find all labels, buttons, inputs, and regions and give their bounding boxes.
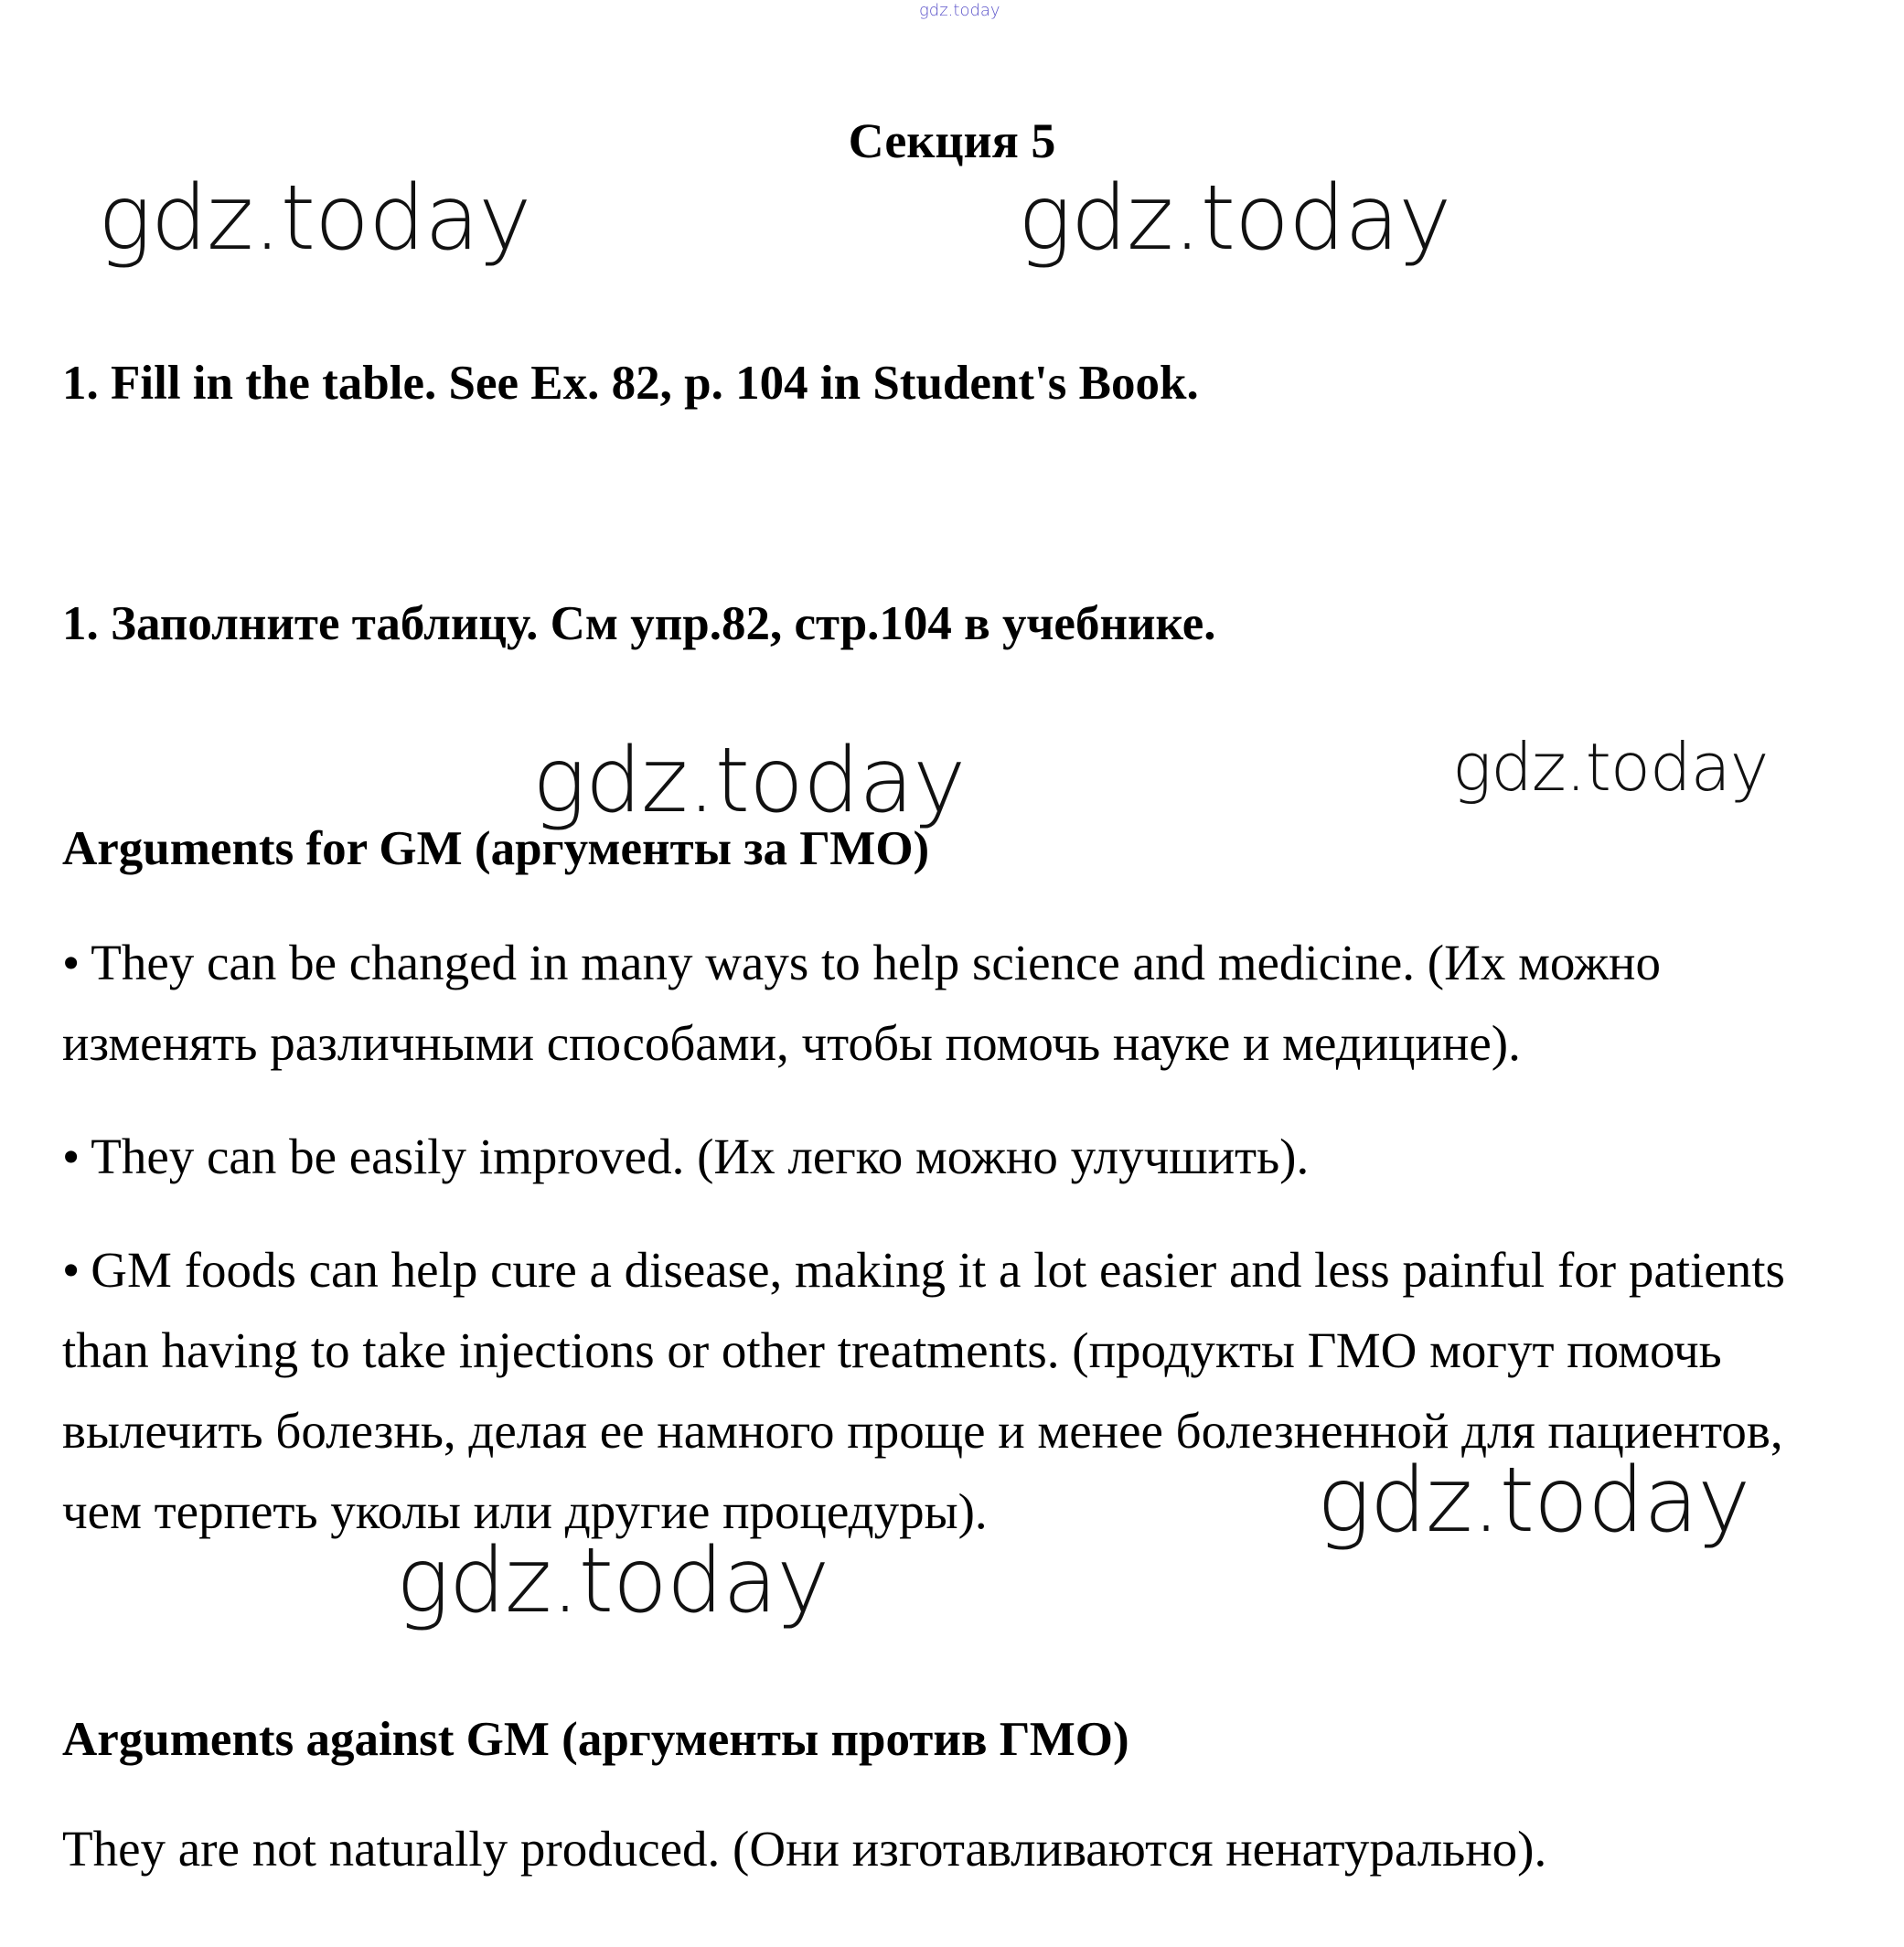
watermark-top: gdz.today — [919, 1, 1000, 20]
argument-text: GM foods can help cure a disease, making it a lot easier and less painful for patients than having to take injections or other treatments. (продукты ГМО могут помочь вылечить болезнь, делая ее намного проще и менее болезненной для пациентов, чем терпеть уколы или другие процедуры). — [62, 1242, 1785, 1539]
argument-text: They can be changed in many ways to help science and medicine. (Их можно изменять различными способами, чтобы помочь науке и медицине). — [62, 935, 1661, 1071]
watermark: gdz.today — [1452, 729, 1769, 806]
arguments-against-heading: Arguments against GM (аргументы против ГМО) — [62, 1713, 1129, 1766]
watermark: gdz.today — [1317, 1449, 1750, 1553]
argument-against-item — [62, 1809, 1855, 1889]
task-russian: 1. Заполните таблицу. См упр.82, стр.104 в учебнике. — [62, 597, 1216, 650]
watermark: gdz.today — [1018, 166, 1451, 271]
bullet: • — [62, 1129, 80, 1184]
watermark: gdz.today — [532, 729, 966, 833]
task-english: 1. Fill in the table. See Ex. 82, p. 104 in Student's Book. — [62, 357, 1199, 410]
bullet: • — [62, 935, 80, 990]
watermark: gdz.today — [98, 166, 531, 271]
argument-for-item — [62, 1230, 1855, 1552]
bullet: • — [62, 1242, 80, 1298]
section-title: Секция 5 — [848, 113, 1056, 168]
arguments-for-heading: Arguments for GM (аргументы за ГМО) — [62, 822, 930, 875]
argument-for-item — [62, 1117, 1855, 1197]
argument-text: They are not naturally produced. (Они изготавливаются ненатурально). — [62, 1821, 1547, 1877]
watermark: gdz.today — [396, 1529, 829, 1633]
argument-text: They can be easily improved. (Их легко можно улучшить). — [91, 1129, 1310, 1184]
argument-for-item — [62, 923, 1855, 1084]
